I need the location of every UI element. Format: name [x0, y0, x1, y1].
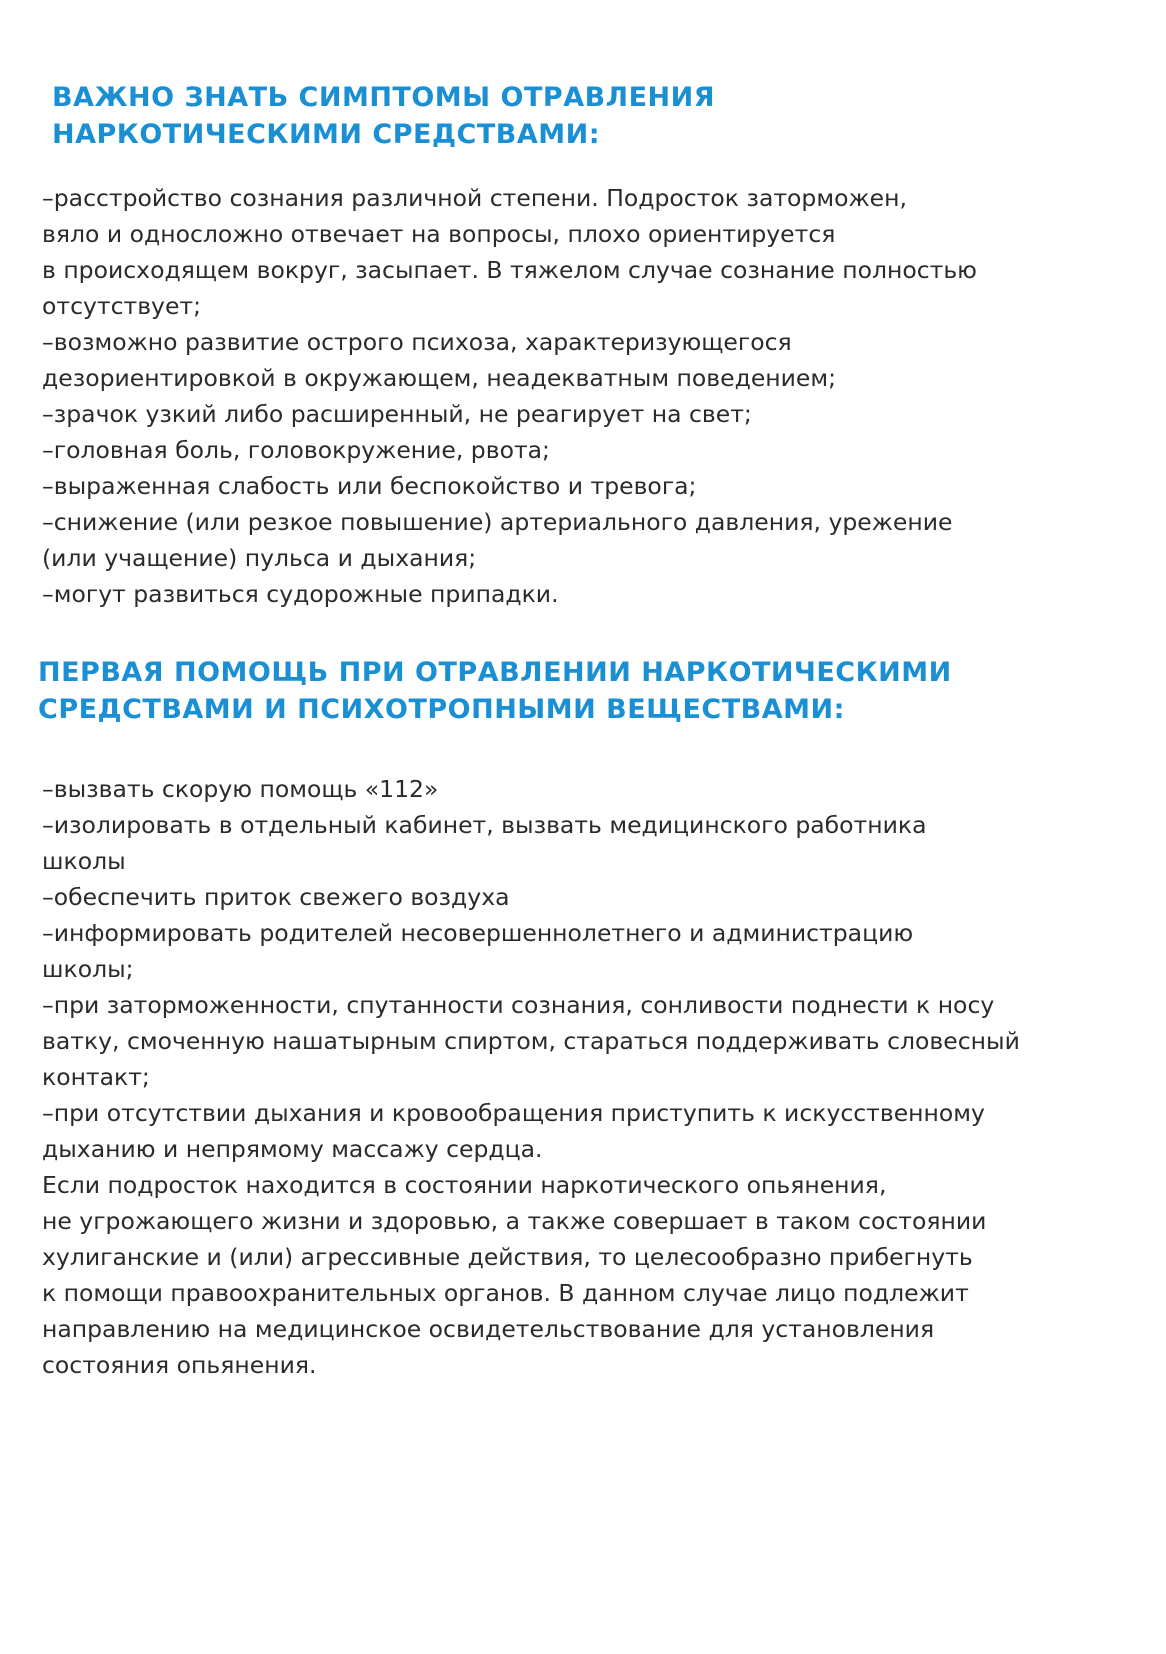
first-aid-text-line: –обеспечить приток свежего воздуха	[42, 883, 510, 911]
first-aid-text-line: –изолировать в отдельный кабинет, вызвать медицинского работника	[42, 811, 927, 839]
symptoms-text-line: –возможно развитие острого психоза, характеризующегося	[42, 328, 792, 356]
symptoms-heading-line: ВАЖНО ЗНАТЬ СИМПТОМЫ ОТРАВЛЕНИЯ	[52, 82, 716, 113]
first-aid-text-line: к помощи правоохранительных органов. В данном случае лицо подлежит	[42, 1279, 969, 1307]
symptoms-text-line: дезориентировкой в окружающем, неадекватным поведением;	[42, 364, 837, 392]
symptoms-list	[42, 180, 1137, 612]
symptoms-text-line: вяло и односложно отвечает на вопросы, плохо ориентируется	[42, 220, 836, 248]
first-aid-text-line: –вызвать скорую помощь «112»	[42, 775, 439, 803]
first-aid-text-line: не угрожающего жизни и здоровью, а также совершает в таком состоянии	[42, 1207, 987, 1235]
symptoms-text-line: (или учащение) пульса и дыхания;	[42, 544, 477, 572]
first-aid-text-line: контакт;	[42, 1063, 150, 1091]
first-aid-text-line: –при отсутствии дыхания и кровообращения приступить к искусственному	[42, 1099, 985, 1127]
first-aid-text-line: направлению на медицинское освидетельствование для установления	[42, 1315, 935, 1343]
first-aid-text-line: Если подросток находится в состоянии наркотического опьянения,	[42, 1171, 887, 1199]
symptoms-text-line: –выраженная слабость или беспокойство и тревога;	[42, 472, 697, 500]
first-aid-text-line: –при заторможенности, спутанности сознания, сонливости поднести к носу	[42, 991, 995, 1019]
first-aid-text-line: состояния опьянения.	[42, 1351, 317, 1379]
first-aid-text-line: школы;	[42, 955, 134, 983]
symptoms-text-line: –могут развиться судорожные припадки.	[42, 580, 559, 608]
symptoms-heading-line: НАРКОТИЧЕСКИМИ СРЕДСТВАМИ:	[52, 119, 600, 151]
first-aid-text-line: школы	[42, 847, 126, 875]
first-aid-heading-line: СРЕДСТВАМИ И ПСИХОТРОПНЫМИ ВЕЩЕСТВАМИ:	[38, 694, 845, 726]
first-aid-text-line: ватку, смоченную нашатырным спиртом, стараться поддерживать словесный	[42, 1027, 1020, 1055]
symptoms-text-line: –расстройство сознания различной степени. Подросток заторможен,	[42, 184, 907, 212]
first-aid-heading-line: ПЕРВАЯ ПОМОЩЬ ПРИ ОТРАВЛЕНИИ НАРКОТИЧЕСКИМИ	[38, 657, 952, 688]
first-aid-list	[42, 771, 1137, 1383]
symptoms-text-line: –снижение (или резкое повышение) артериального давления, урежение	[42, 508, 953, 536]
symptoms-text-line: отсутствует;	[42, 292, 202, 320]
symptoms-text-line: –головная боль, головокружение, рвота;	[42, 436, 550, 464]
first-aid-text-line: хулиганские и (или) агрессивные действия, то целесообразно прибегнуть	[42, 1243, 973, 1271]
first-aid-heading	[38, 654, 952, 729]
symptoms-text-line: –зрачок узкий либо расширенный, не реагирует на свет;	[42, 400, 752, 428]
symptoms-heading	[52, 79, 715, 154]
symptoms-text-line: в происходящем вокруг, засыпает. В тяжелом случае сознание полностью	[42, 256, 977, 284]
first-aid-text-line: –информировать родителей несовершеннолетнего и администрацию	[42, 919, 914, 947]
first-aid-text-line: дыханию и непрямому массажу сердца.	[42, 1135, 543, 1163]
